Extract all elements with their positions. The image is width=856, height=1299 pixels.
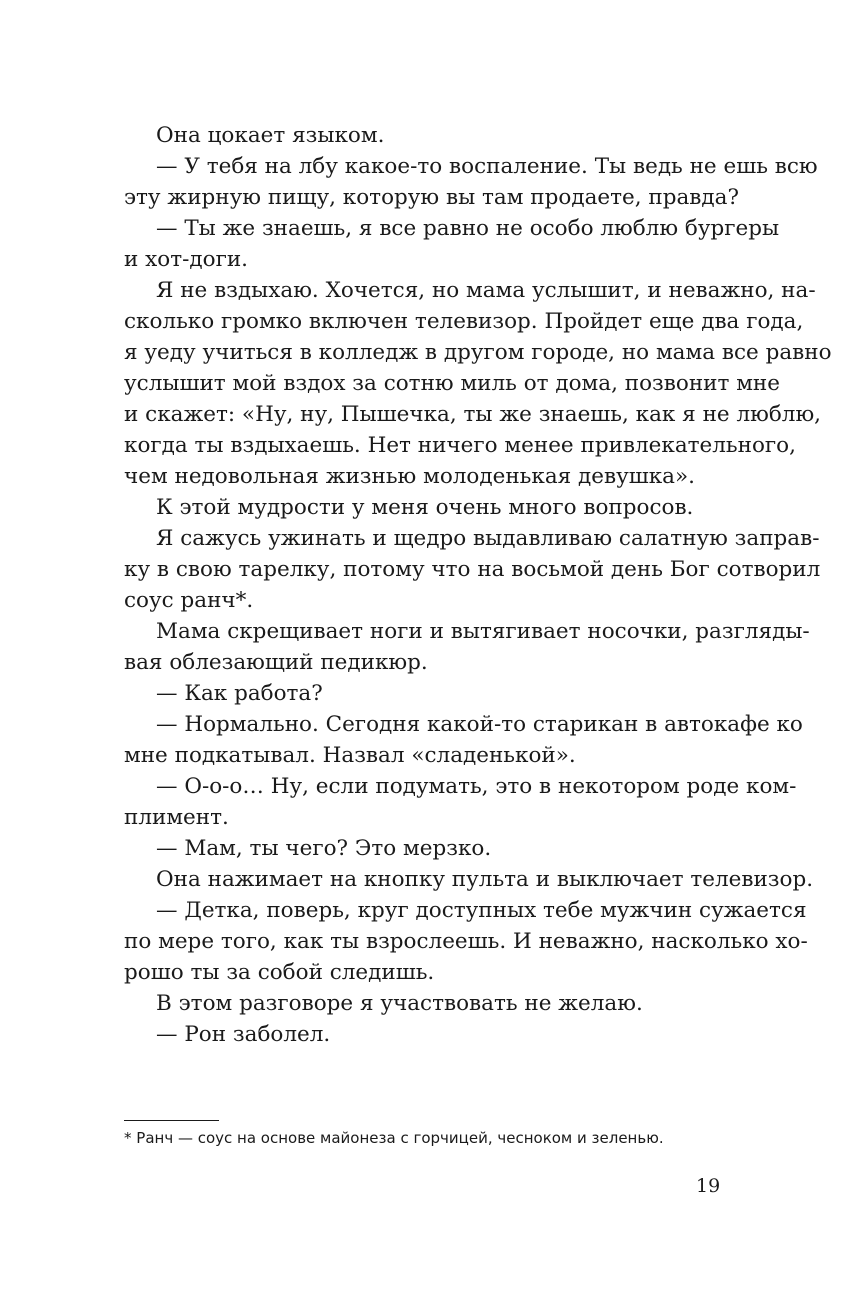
text-line: — Детка, поверь, круг доступных тебе мужчин сужается (156, 898, 807, 923)
text-line: — Как работа? (156, 681, 323, 706)
text-line: Я не вздыхаю. Хочется, но мама услышит, и неважно, на- (156, 278, 816, 303)
footnote: * Ранч — соус на основе майонеза с горчицей, чесноком и зеленью. (124, 1129, 664, 1147)
text-line: плимент. (124, 805, 229, 830)
text-line: и хот-доги. (124, 247, 249, 272)
text-line: — Ты же знаешь, я все равно не особо люблю бургеры (156, 216, 780, 241)
text-line: — У тебя на лбу какое-то воспаление. Ты ведь не ешь всю (156, 154, 818, 179)
text-line: мне подкатывал. Назвал «сладенькой». (124, 743, 576, 768)
text-line: Она цокает языком. (156, 123, 385, 148)
footnote-divider (124, 1120, 219, 1121)
text-line: соус ранч*. (124, 588, 254, 613)
page-number: 19 (696, 1175, 721, 1197)
text-line: сколько громко включен телевизор. Пройдет еще два года, (124, 309, 804, 334)
text-line: я уеду учиться в колледж в другом городе, но мама все равно (124, 340, 832, 365)
text-line: К этой мудрости у меня очень много вопросов. (156, 495, 694, 520)
text-line: В этом разговоре я участвовать не желаю. (156, 991, 643, 1016)
text-line: — Мам, ты чего? Это мерзко. (156, 836, 492, 861)
text-line: Я сажусь ужинать и щедро выдавливаю салатную заправ- (156, 526, 820, 551)
text-line: по мере того, как ты взрослеешь. И неважно, насколько хо- (124, 929, 808, 954)
text-line: — Рон заболел. (156, 1022, 331, 1047)
text-line: — О-о-о… Ну, если подумать, это в некотором роде ком- (156, 774, 797, 799)
text-line: рошо ты за собой следишь. (124, 960, 435, 985)
text-line: эту жирную пищу, которую вы там продаете, правда? (124, 185, 739, 210)
text-line: чем недовольная жизнью молоденькая девушка». (124, 464, 695, 489)
text-line: Мама скрещивает ноги и вытягивает носочки, разгляды- (156, 619, 810, 644)
text-line: ку в свою тарелку, потому что на восьмой день Бог сотворил (124, 557, 821, 582)
text-line: вая облезающий педикюр. (124, 650, 428, 675)
text-line: Она нажимает на кнопку пульта и выключает телевизор. (156, 867, 814, 892)
text-line: услышит мой вздох за сотню миль от дома, позвонит мне (124, 371, 780, 396)
text-line: — Нормально. Сегодня какой-то старикан в автокафе ко (156, 712, 803, 737)
text-line: когда ты вздыхаешь. Нет ничего менее привлекательного, (124, 433, 796, 458)
text-line: и скажет: «Ну, ну, Пышечка, ты же знаешь, как я не люблю, (124, 402, 821, 427)
